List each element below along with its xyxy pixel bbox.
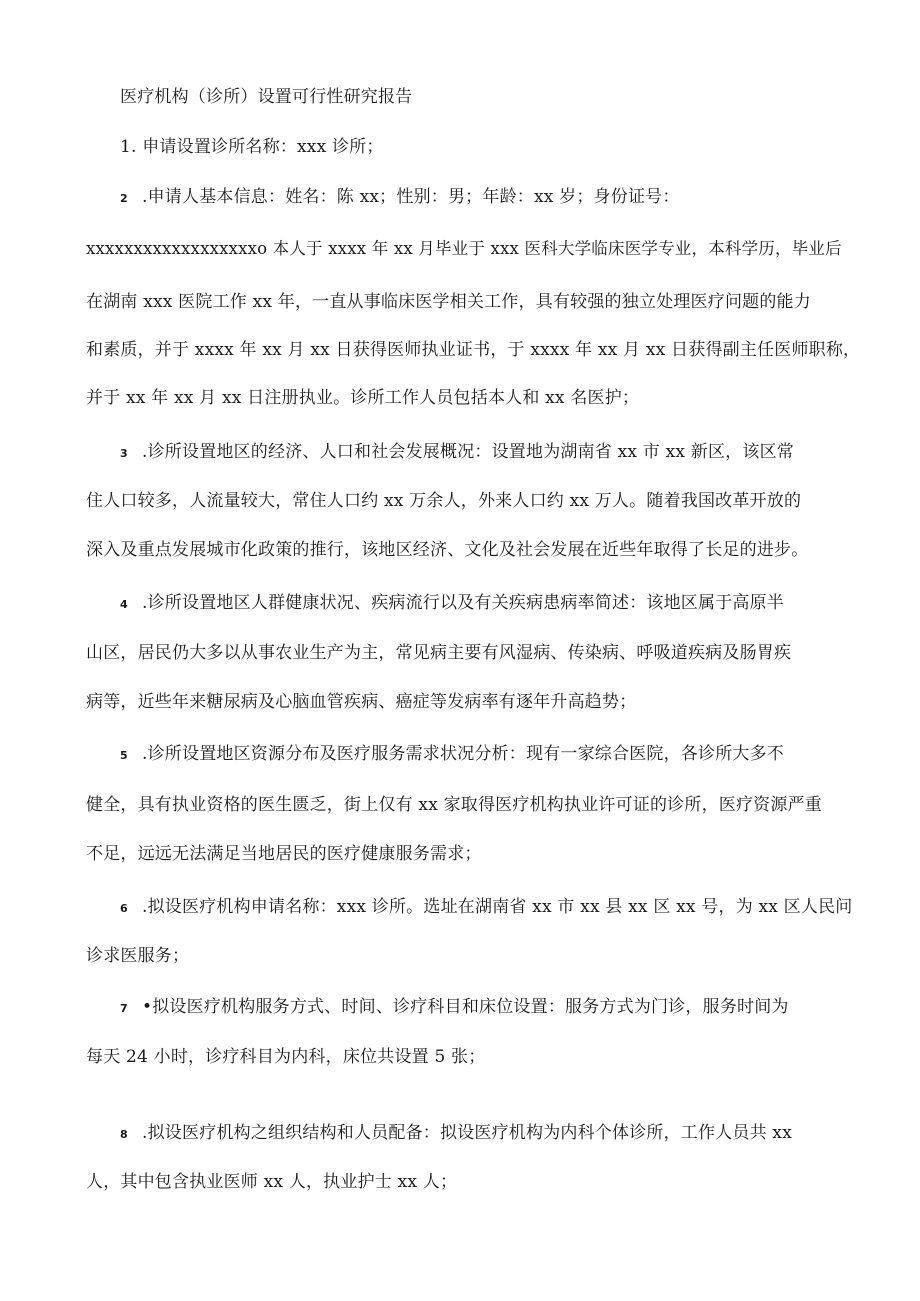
- item-3-line-1: 3 .诊所设置地区的经济、人口和社会发展概况：设置地为湖南省 xx 市 xx 新区，该区常: [120, 441, 794, 465]
- item-2-number: 2: [120, 192, 128, 205]
- item-6-number: 6: [120, 902, 128, 915]
- item-2-line-2: xxxxxxxxxxxxxxxxxxo 本人于 xxxx 年 xx 月毕业于 xxx 医科大学临床医学专业，本科学历，毕业后: [86, 239, 842, 258]
- item-8-line-2: 人，其中包含执业医师 xx 人，执业护士 xx 人；: [86, 1172, 458, 1192]
- item-7-line-1: 7 •拟设医疗机构服务方式、时间、诊疗科目和床位设置：服务方式为门诊，服务时间为: [120, 996, 789, 1020]
- item-7-number: 7: [120, 1002, 128, 1015]
- item-5-number: 5: [120, 749, 128, 762]
- item-4-line-2: 山区，居民仍大多以从事农业生产为主，常见病主要有风湿病、传染病、呼吸道疾病及肠胃疾: [86, 643, 792, 663]
- item-7-line-2: 每天 24 小时，诊疗科目为内科，床位共设置 5 张；: [86, 1047, 486, 1067]
- item-2-line-5: 并于 xx 年 xx 月 xx 日注册执业。诊所工作人员包括本人和 xx 名医护；: [86, 388, 640, 408]
- item-8-line-1: 8 .拟设医疗机构之组织结构和人员配备：拟设医疗机构为内科个体诊所，工作人员共 xx: [120, 1122, 792, 1146]
- item-4-number: 4: [120, 598, 128, 611]
- item-5-line-1: 5 .诊所设置地区资源分布及医疗服务需求状况分析：现有一家综合医院，各诊所大多不: [120, 743, 784, 767]
- item-5-line-3: 不足，远远无法满足当地居民的医疗健康服务需求；: [86, 844, 482, 864]
- document-title: 医疗机构（诊所）设置可行性研究报告: [120, 87, 413, 107]
- item-6-line-2: 诊求医服务；: [86, 946, 190, 966]
- item-1: 1. 申请设置诊所名称：xxx 诊所；: [120, 137, 384, 157]
- item-2-line-4: 和素质，并于 xxxx 年 xx 月 xx 日获得医师执业证书，于 xxxx 年 xx 月 xx 日获得副主任医师职称，: [86, 340, 861, 360]
- item-6-line-1: 6 .拟设医疗机构申请名称：xxx 诊所。选址在湖南省 xx 市 xx 县 xx 区 xx 号，为 xx 区人民问: [120, 896, 852, 920]
- item-3-number: 3: [120, 447, 128, 460]
- item-3-line-2: 住人口较多，人流量较大，常住人口约 xx 万余人，外来人口约 xx 万人。随着我国改革开放的: [86, 491, 802, 511]
- item-4-line-3: 病等，近些年来糖尿病及心脑血管疾病、癌症等发病率有逐年升高趋势；: [86, 692, 637, 712]
- item-8-number: 8: [120, 1128, 128, 1141]
- item-4-line-1: 4 .诊所设置地区人群健康状况、疾病流行以及有关疾病患病率简述：该地区属于高原半: [120, 592, 784, 616]
- item-5-line-2: 健全，具有执业资格的医生匮乏，街上仅有 xx 家取得医疗机构执业许可证的诊所，医疗资源严重: [86, 795, 822, 815]
- item-3-line-3: 深入及重点发展城市化政策的推行，该地区经济、文化及社会发展在近些年取得了长足的进步。: [86, 540, 809, 560]
- item-2-line-3: 在湖南 xxx 医院工作 xx 年，一直从事临床医学相关工作，具有较强的独立处理医疗问题的能力: [86, 292, 811, 312]
- item-2-line-1: 2 .申请人基本信息：姓名：陈 xx；性别：男；年龄：xx 岁；身份证号：: [120, 186, 680, 210]
